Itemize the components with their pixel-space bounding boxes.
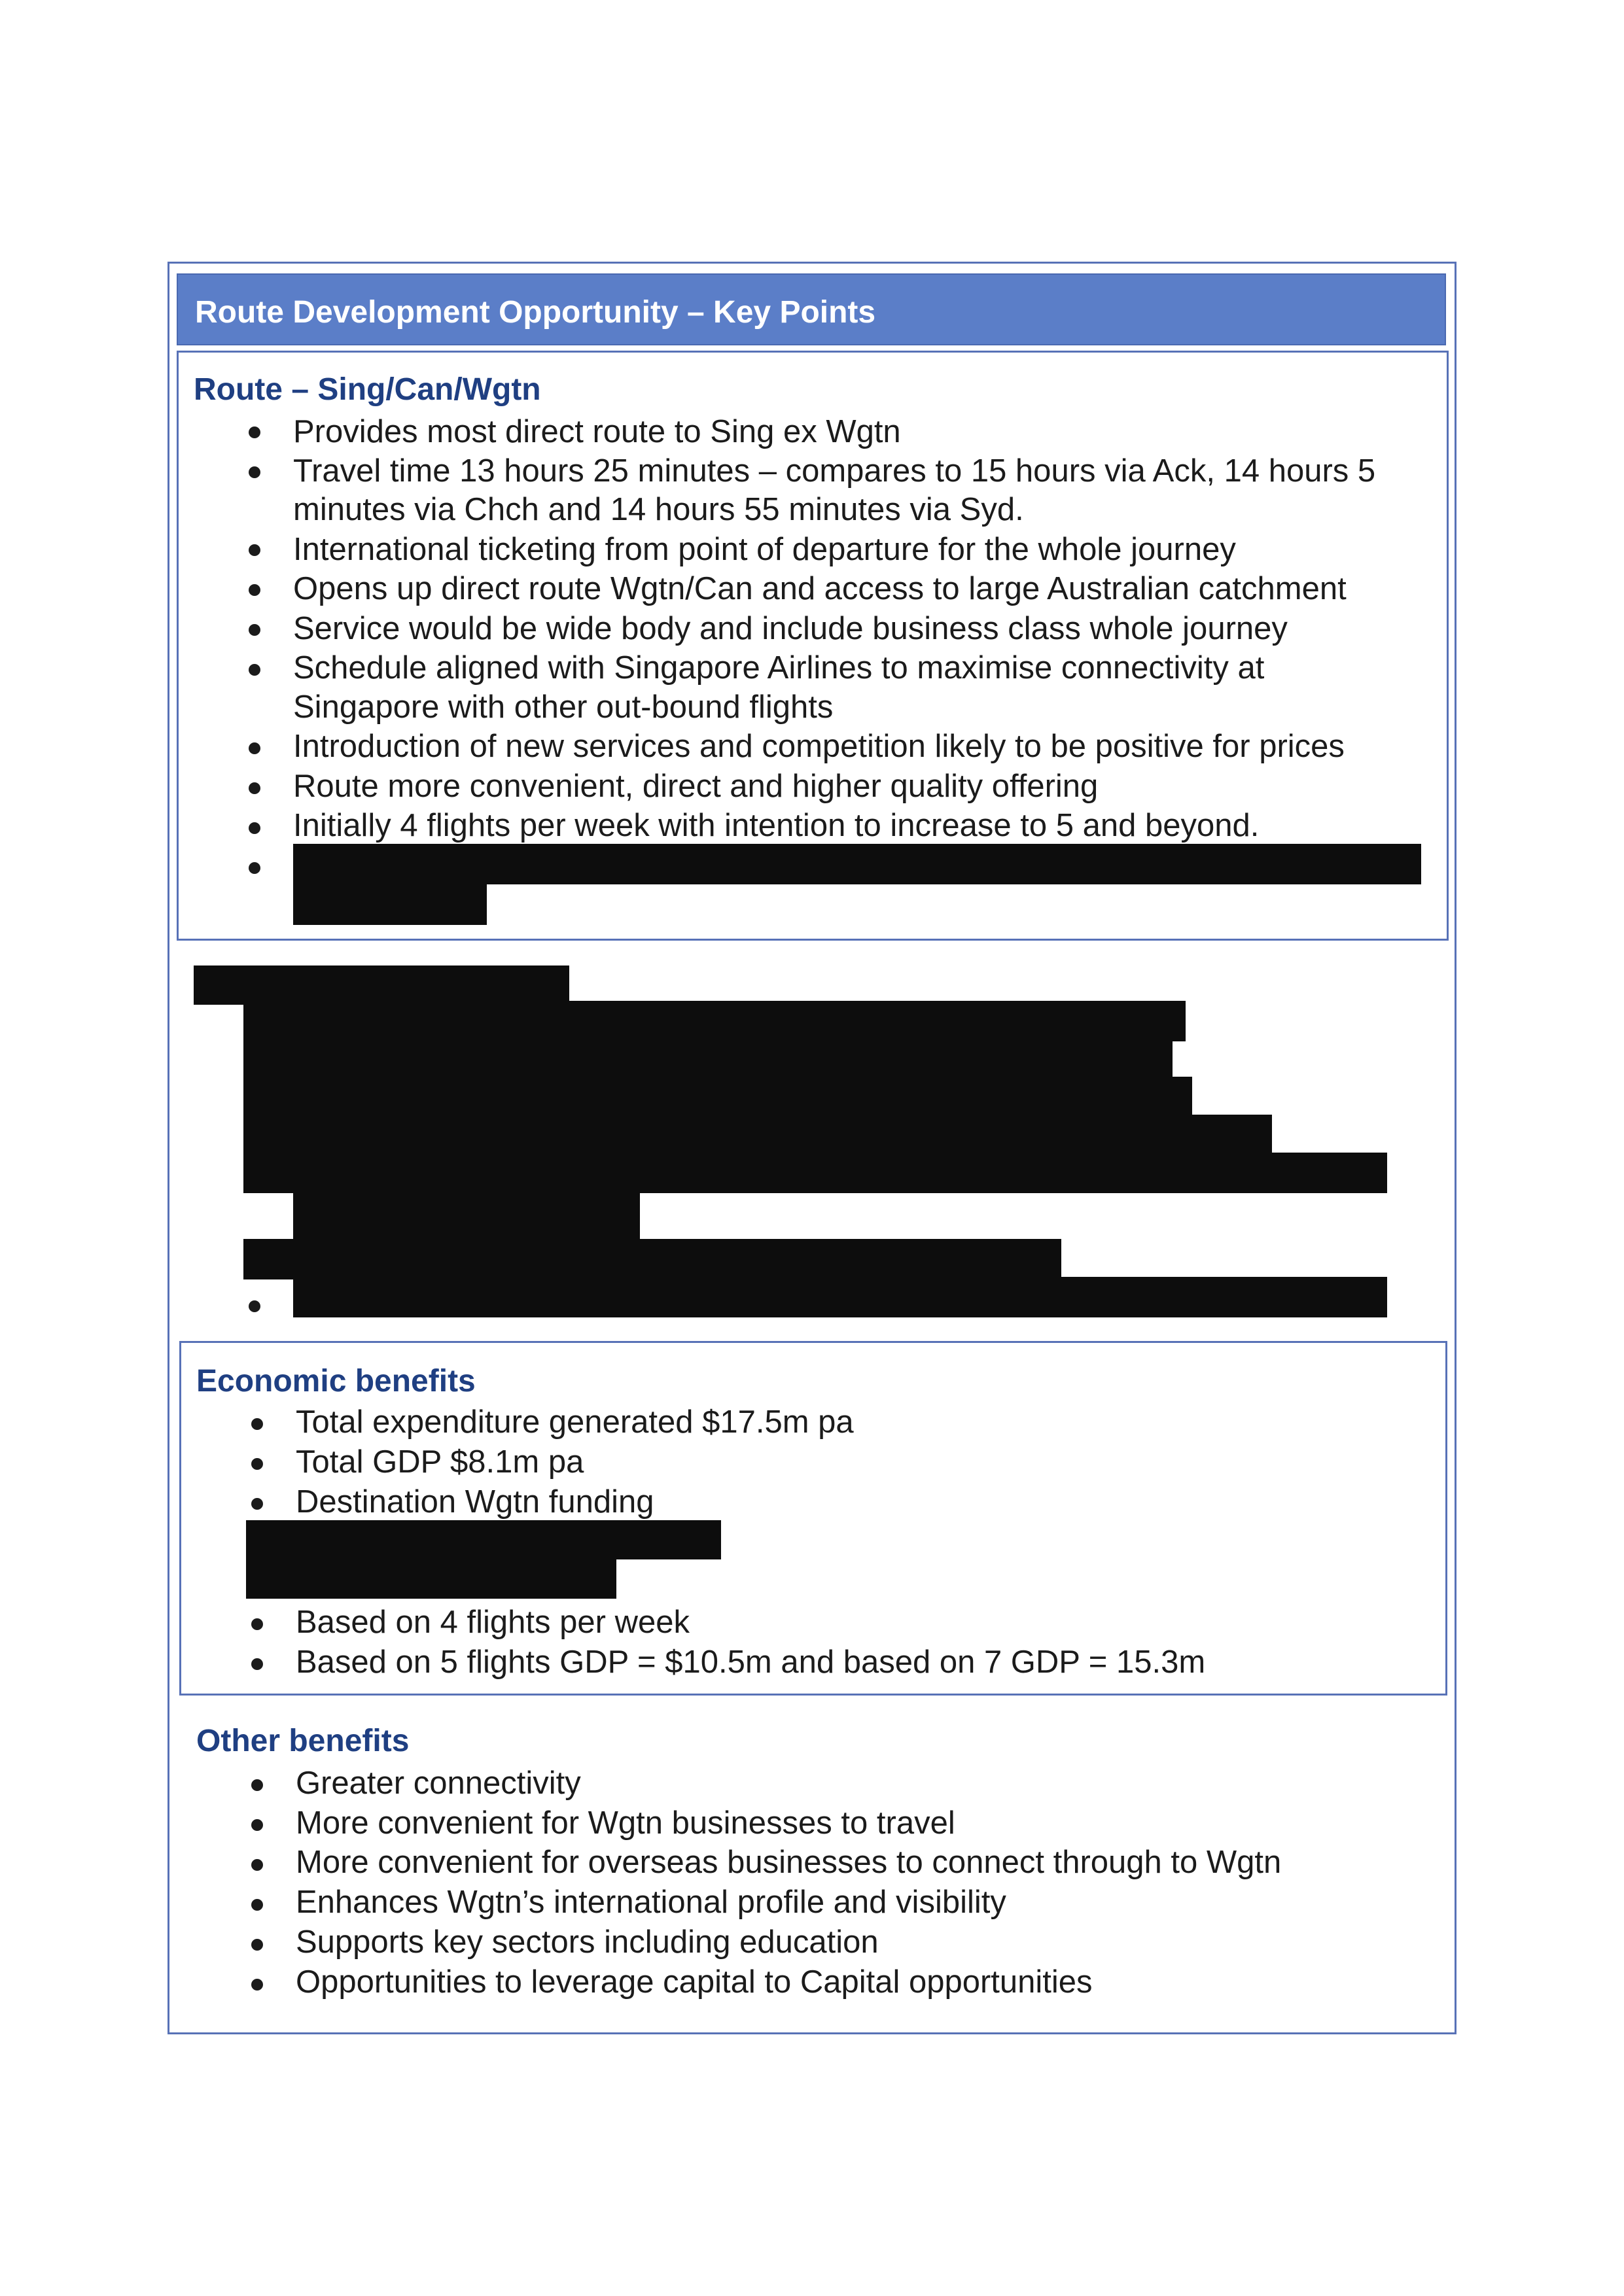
redaction-block — [246, 1557, 616, 1599]
bullet-icon — [249, 466, 260, 478]
economic-line: Total expenditure generated $17.5m pa — [296, 1404, 854, 1440]
bullet-icon — [251, 1979, 263, 1991]
route-line: Service would be wide body and include business class whole journey — [293, 611, 1288, 646]
bullet-icon — [251, 1498, 263, 1510]
bullet-icon — [249, 782, 260, 794]
bullet-icon — [249, 624, 260, 636]
redaction-block — [243, 1239, 1061, 1279]
redaction-block — [293, 1277, 1387, 1317]
route-line: Singapore with other out-bound flights — [293, 689, 834, 725]
bullet-icon — [249, 584, 260, 596]
bullet-icon — [249, 544, 260, 556]
page-title: Route Development Opportunity – Key Points — [195, 295, 876, 330]
route-line: Provides most direct route to Sing ex Wgtn — [293, 414, 901, 449]
title-bar — [177, 273, 1446, 345]
redaction-block — [293, 882, 487, 925]
other-line: Opportunities to leverage capital to Capital opportunities — [296, 1964, 1093, 2000]
route-line: International ticketing from point of departure for the whole journey — [293, 532, 1236, 567]
route-line: Introduction of new services and competition likely to be positive for prices — [293, 729, 1345, 764]
bullet-icon — [251, 1658, 263, 1670]
route-line: Opens up direct route Wgtn/Can and access to large Australian catchment — [293, 571, 1347, 606]
redaction-block — [194, 965, 569, 1005]
economic-heading: Economic benefits — [196, 1364, 476, 1399]
bullet-icon — [251, 1899, 263, 1911]
economic-line: Based on 4 flights per week — [296, 1605, 690, 1640]
bullet-icon — [251, 1779, 263, 1791]
redaction-block — [243, 1077, 1192, 1117]
bullet-icon — [249, 822, 260, 834]
bullet-icon — [251, 1418, 263, 1430]
bullet-icon — [251, 1458, 263, 1470]
redaction-block — [293, 1191, 640, 1242]
redaction-block — [293, 844, 1421, 884]
bullet-icon — [251, 1939, 263, 1951]
other-line: More convenient for Wgtn businesses to travel — [296, 1805, 955, 1841]
redaction-block — [243, 1001, 1186, 1041]
economic-line: Based on 5 flights GDP = $10.5m and based on 7 GDP = 15.3m — [296, 1644, 1206, 1680]
bullet-icon — [251, 1819, 263, 1831]
route-line: Initially 4 flights per week with intention to increase to 5 and beyond. — [293, 808, 1260, 843]
redaction-block — [243, 1115, 1272, 1155]
other-line: Supports key sectors including education — [296, 1924, 879, 1960]
bullet-icon — [249, 426, 260, 438]
route-line: minutes via Chch and 14 hours 55 minutes via Syd. — [293, 492, 1024, 527]
bullet-icon — [249, 1300, 260, 1312]
redaction-block — [243, 1153, 1387, 1193]
bullet-icon — [249, 664, 260, 676]
bullet-icon — [251, 1618, 263, 1630]
other-line: Greater connectivity — [296, 1765, 581, 1801]
other-heading: Other benefits — [196, 1724, 410, 1758]
route-line: Route more convenient, direct and higher quality offering — [293, 769, 1099, 804]
economic-line: Destination Wgtn funding — [296, 1484, 654, 1520]
economic-line: Total GDP $8.1m pa — [296, 1444, 584, 1480]
route-line: Schedule aligned with Singapore Airlines to maximise connectivity at — [293, 650, 1265, 686]
redaction-block — [243, 1039, 1173, 1079]
bullet-icon — [251, 1859, 263, 1871]
redaction-block — [246, 1520, 721, 1559]
route-heading: Route – Sing/Can/Wgtn — [194, 372, 541, 407]
other-line: More convenient for overseas businesses to connect through to Wgtn — [296, 1845, 1282, 1880]
route-line: Travel time 13 hours 25 minutes – compares to 15 hours via Ack, 14 hours 5 — [293, 453, 1376, 489]
bullet-icon — [249, 862, 260, 874]
other-line: Enhances Wgtn’s international profile and visibility — [296, 1885, 1006, 1920]
bullet-icon — [249, 742, 260, 754]
